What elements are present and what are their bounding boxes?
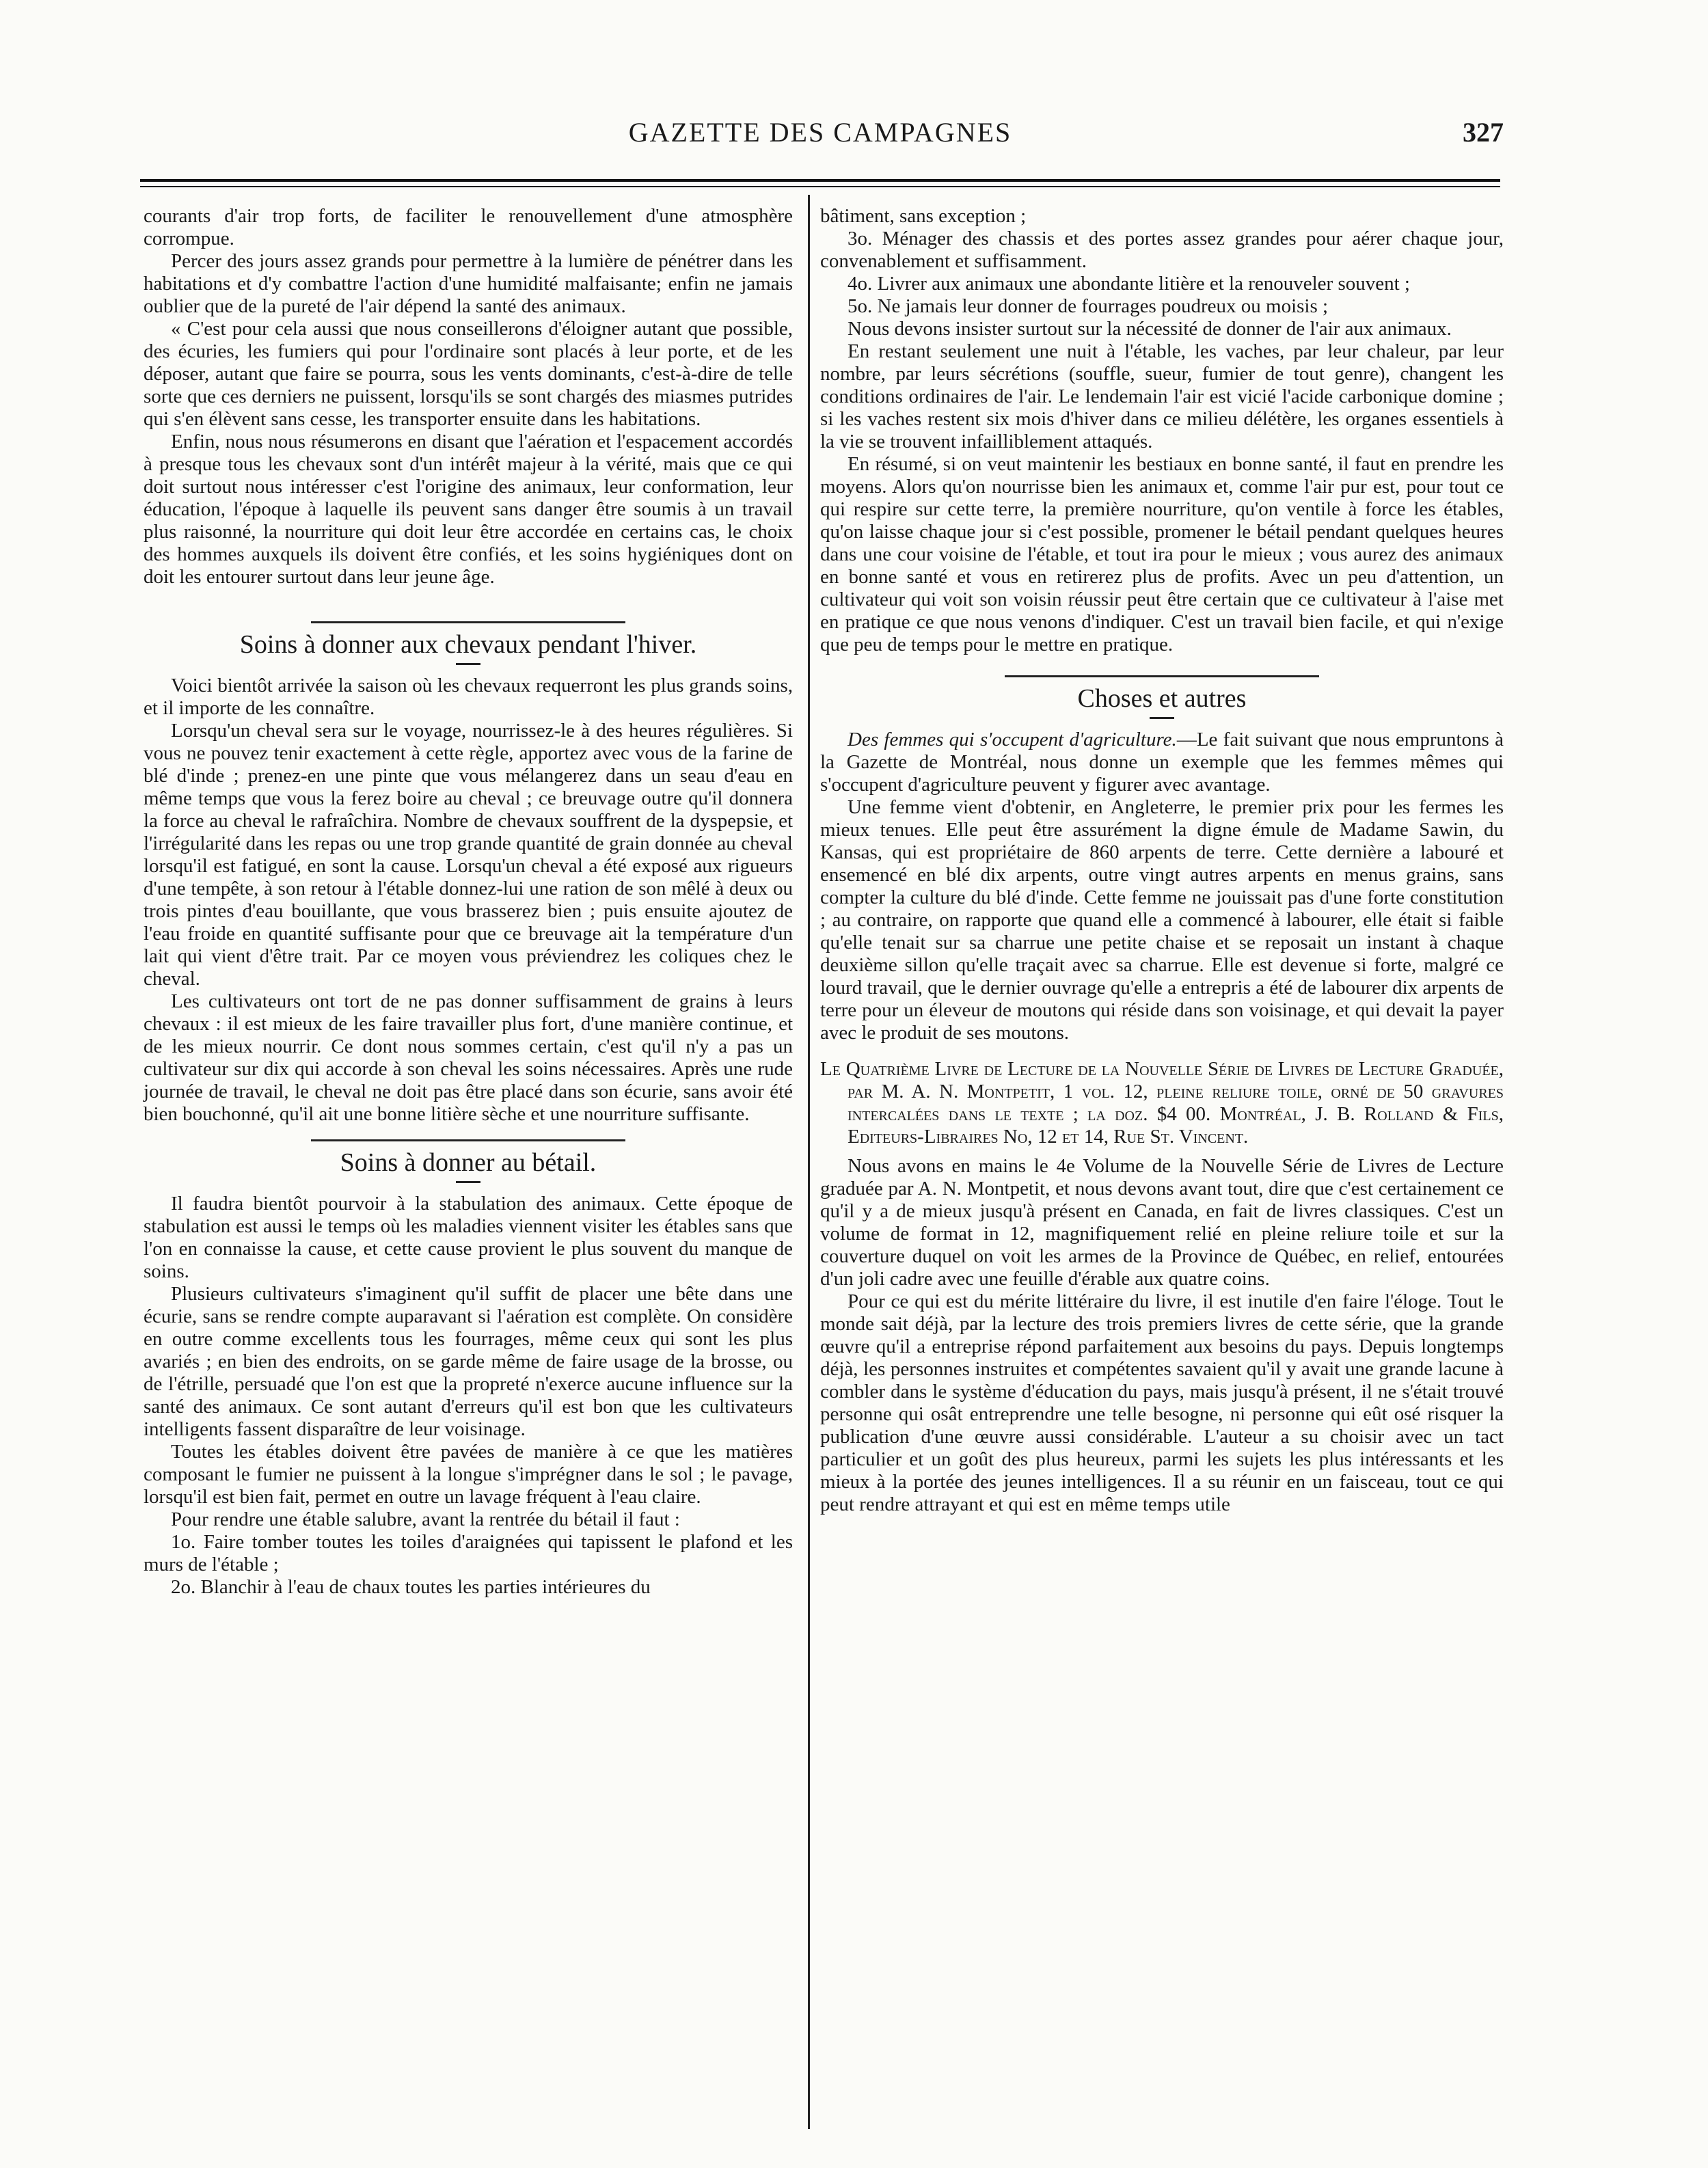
paragraph [820,729,1504,796]
paragraph: Pour ce qui est du mérite littéraire du livre, il est inutile d'en faire l'éloge. Tout le monde sait déjà, par la lecture des trois premiers livres de cette série, que la grande œuvre qu'il a entreprise répond parfaitement aux besoins du pays. Depuis longtemps déjà, les personnes instruites et compétentes savaient qu'il y avait une grande lacune à combler dans le système d'éducation du pays, mais jusqu'à présent, il ne s'était trouvé personne qui osât entreprendre une telle besogne, ni personne qui eût osé risquer la publication d'une œuvre aussi considérable. L'auteur a su choisir avec un tact particulier et un goût des plus heureux, parmi les sujets les plus intéressants et les mieux à la portée des jeunes intelligences. Il a su réunir en un faisceau, tout ce qui peut rendre attrayant et qui est en même temps utile [820,1290,1504,1515]
section-title-betail: Soins à donner au bétail. [340,1148,597,1177]
section-rule [311,621,625,623]
header-rule [140,179,1500,182]
title-dash [456,663,480,665]
paragraph: Toutes les étables doivent être pavées de manière à ce que les matières composant le fumier ne puissent à la longue s'imprégner dans le sol ; le pavage, lorsqu'il est bien fait, permet en outre un lavage fréquent à l'eau claire. [144,1441,793,1508]
paragraph: courants d'air trop forts, de faciliter le renouvellement d'une atmosphère corrompue. [144,205,793,249]
list-item: 2o. Blanchir à l'eau de chaux toutes les parties intérieures du [171,1576,651,1598]
list-item: 3o. Ménager des chassis et des portes assez grandes pour aérer chaque jour, convenablement et suffisamment. [820,228,1504,272]
paragraph: « C'est pour cela aussi que nous conseillerons d'éloigner autant que possible, des écuries, les fumiers qui pour l'ordinaire sont placés à leur porte, et de les déposer, autant que faire se pourra, sous les vents dominants, c'est-à-dire de telle sorte que ces derniers ne puissent, lorsqu'ils se sont chargés des miasmes putrides qui s'en élèvent sans cesse, les transporter ensuite dans les habitations. [144,318,793,430]
paragraph: Voici bientôt arrivée la saison où les chevaux requerront les plus grands soins, et il importe de les connaître. [144,675,793,719]
page-header [137,109,1504,157]
list-item: 5o. Ne jamais leur donner de fourrages poudreux ou moisis ; [848,295,1329,317]
title-dash [1150,717,1174,719]
spacer [820,1044,1504,1058]
paragraph: En restant seulement une nuit à l'étable, les vaches, par leur chaleur, par leur nombre, par leurs sécrétions (souffle, sueur, fumier de tout genre), changent les conditions ordinaires de l'air. Le lendemain l'air est vicié l'acide carbonique domine ; si les vaches restent six mois d'hiver dans ce milieu délétère, les organes essentiels à la vie se trouvent infailliblement attaqués. [820,340,1504,452]
book-notice [820,1058,1504,1148]
paragraph: Enfin, nous nous résumerons en disant que l'aération et l'espacement accordés à presque tous les chevaux sont d'un intérêt majeur à la vérité, mais que ce qui doit surtout nous intéresser c'est l'origine des animaux, leur conformation, leur éducation, l'époque à laquelle ils peuvent sans danger être soumis à un travail plus raisonné, la nourriture qui doit leur être accordée en certains cas, le choix des hommes auxquels ils doivent être confiés, et les soins hygiéniques dont on doit les entourer surtout dans leur jeune âge. [144,431,793,588]
left-column [144,205,793,1599]
section-title-choses: Choses et autres [1077,684,1247,713]
section-rule [1005,675,1319,677]
section-title-chevaux: Soins à donner aux chevaux pendant l'hiver. [239,630,697,659]
lead-italic: Des femmes qui s'occupent d'agriculture. [848,729,1177,750]
lead-text: —Le fait suivant que nous empruntons à la Gazette de Montréal, nous donne un exemple que les femmes mêmes qui s'occupent d'agriculture peuvent y figurer avec avantage. [820,729,1504,796]
paragraph: bâtiment, sans exception ; [820,205,1027,227]
paragraph: Lorsqu'un cheval sera sur le voyage, nourrissez-le à des heures régulières. Si vous ne pouvez tenir exactement à cette règle, apportez avec vous de la farine de blé d'inde ; prenez-en une pinte que vous mélangerez dans un seau d'eau en même temps que vous la ferez boire au cheval ; ce breuvage outre qu'il donnera la force au cheval le rafraîchira. Nombre de chevaux souffrent de la dyspepsie, et l'irrégularité dans les repas ou une trop grande quantité de grain donnée au cheval lorsqu'il est fatigué, en sont la cause. Lorsqu'un cheval a été exposé aux rigueurs d'une tempête, à son retour à l'étable donnez-lui une ration de son mêlé à deux ou trois pintes d'eau bouillante, que vous brasserez bien ; puis ensuite ajoutez de l'eau froide en quantité suffisante pour que ce breuvage ait la température d'un lait qui vient d'être trait. Par ce moyen vous préviendrez les coliques chez le cheval. [144,720,793,990]
paragraph: Nous avons en mains le 4e Volume de la Nouvelle Série de Livres de Lecture graduée par A. N. Montpetit, et nous devons avant tout, dire que c'est certainement ce qu'il y a de mieux jusqu'à présent en Canada, en fait de livres classiques. C'est un volume de format in 12, magnifiquement relié en pleine reliure toile et sur la couverture duquel on voit les armes de la Province de Québec, en relief, entourées d'un joli cadre avec une feuille d'érable aux quatre coins. [820,1155,1504,1290]
paragraph: Percer des jours assez grands pour permettre à la lumière de pénétrer dans les habitations et d'y combattre l'action d'une humidité malfaisante; enfin ne jamais oublier que de la pureté de l'air dépend la santé des animaux. [144,250,793,317]
title-dash [456,1181,480,1183]
book-notice-text: Le Quatrième Livre de Lecture de la Nouvelle Série de Livres de Lecture Graduée, par M. A. N. Montpetit, 1 vol. 12, pleine reliure toile, orné de 50 gravures intercalées dans le texte ; la doz. $4 00. Montréal, J. B. Rolland & Fils, Editeurs-Libraires No, 12 et 14, Rue St. Vincent. [820,1058,1504,1148]
list-item: 1o. Faire tomber toutes les toiles d'araignées qui tapissent le plafond et les murs de l'étable ; [144,1531,793,1575]
paragraph: Plusieurs cultivateurs s'imaginent qu'il suffit de placer une bête dans une écurie, sans se rendre compte auparavant si l'aération est complète. On considère en outre comme excellents tous les fourrages, même ceux qui sont les plus avariés ; en bien des endroits, on se garde même de faire usage de la brosse, ou de l'étrille, persuadé que l'on est que la propreté n'exerce aucune influence sur la santé des animaux. Ce sont autant d'erreurs qu'il est bon que les cultivateurs intelligents fassent disparaître de leur voisinage. [144,1283,793,1440]
column-divider [808,195,810,2129]
list-item: 4o. Livrer aux animaux une abondante litière et la renouveler souvent ; [848,273,1410,295]
paragraph: Nous devons insister surtout sur la nécessité de donner de l'air aux animaux. [848,318,1452,340]
right-column [820,205,1504,1516]
paragraph: Il faudra bientôt pourvoir à la stabulation des animaux. Cette époque de stabulation est aussi le temps où les maladies viennent visiter les étables sans que l'on en connaisse la cause, et cette cause provient le plus souvent du manque de soins. [144,1193,793,1282]
paragraph: Une femme vient d'obtenir, en Angleterre, le premier prix pour les fermes les mieux tenues. Elle peut être assurément la digne émule de Madame Sawin, du Kansas, qui est propriétaire de 860 arpents de terre. Cette dernière a labouré et ensemencé en blé dix arpents, outre vingt autres arpents en menus grains, sans compter la culture du blé d'inde. Cette femme ne jouissait pas d'une forte constitution ; au contraire, on rapporte que quand elle a commencé à labourer, elle était si faible qu'elle tenait sur sa charrue une petite chaise et se reposait un instant à chaque deuxième sillon qu'elle traçait avec sa charrue. Elle est devenue si forte, malgré ce lourd travail, que le dernier ouvrage qu'elle a entrepris a été de labourer dix arpents de terre pour un éleveur de moutons qui réside dans son voisinage, et qui devait la payer avec le produit de ses moutons. [820,796,1504,1044]
paragraph: En résumé, si on veut maintenir les bestiaux en bonne santé, il faut en prendre les moyens. Alors qu'on nourrisse bien les animaux et, comme l'air pur est, pour tout ce qui respire sur cette terre, la première nourriture, qu'on ventile à force les étables, qu'on laisse chaque jour si c'est possible, promener le bétail pendant quelques heures dans une cour voisine de l'étable, et tout ira pour le mieux ; vous aurez des animaux en bonne santé et vous en retirerez plus de profits. Avec un peu d'attention, un cultivateur qui voit son voisin réussir peut être certain que ce cultivateur à l'aise met en pratique ce que nous venons d'indiquer. C'est un travail bien facile, et qui n'exige que peu de temps pour le mettre en pratique. [820,453,1504,655]
publication-title: GAZETTE DES CAMPAGNES [628,117,1012,148]
page-number: 327 [1463,117,1504,148]
section-rule [311,1139,625,1141]
paragraph: Les cultivateurs ont tort de ne pas donner suffisamment de grains à leurs chevaux : il est mieux de les faire travailler plus fort, d'une manière continue, et de les mieux nourrir. Ce dont nous sommes certain, c'est qu'il n'y a pas un cultivateur sur dix qui accorde à son cheval les soins nécessaires. Après une rude journée de travail, le cheval ne doit pas être placé dans son écurie, sans avoir été bien bouchonné, qu'il ait une bonne litière sèche et une nourriture suffisante. [144,990,793,1125]
paragraph: Pour rendre une étable salubre, avant la rentrée du bétail il faut : [171,1508,680,1530]
header-rule-thin [140,186,1500,187]
